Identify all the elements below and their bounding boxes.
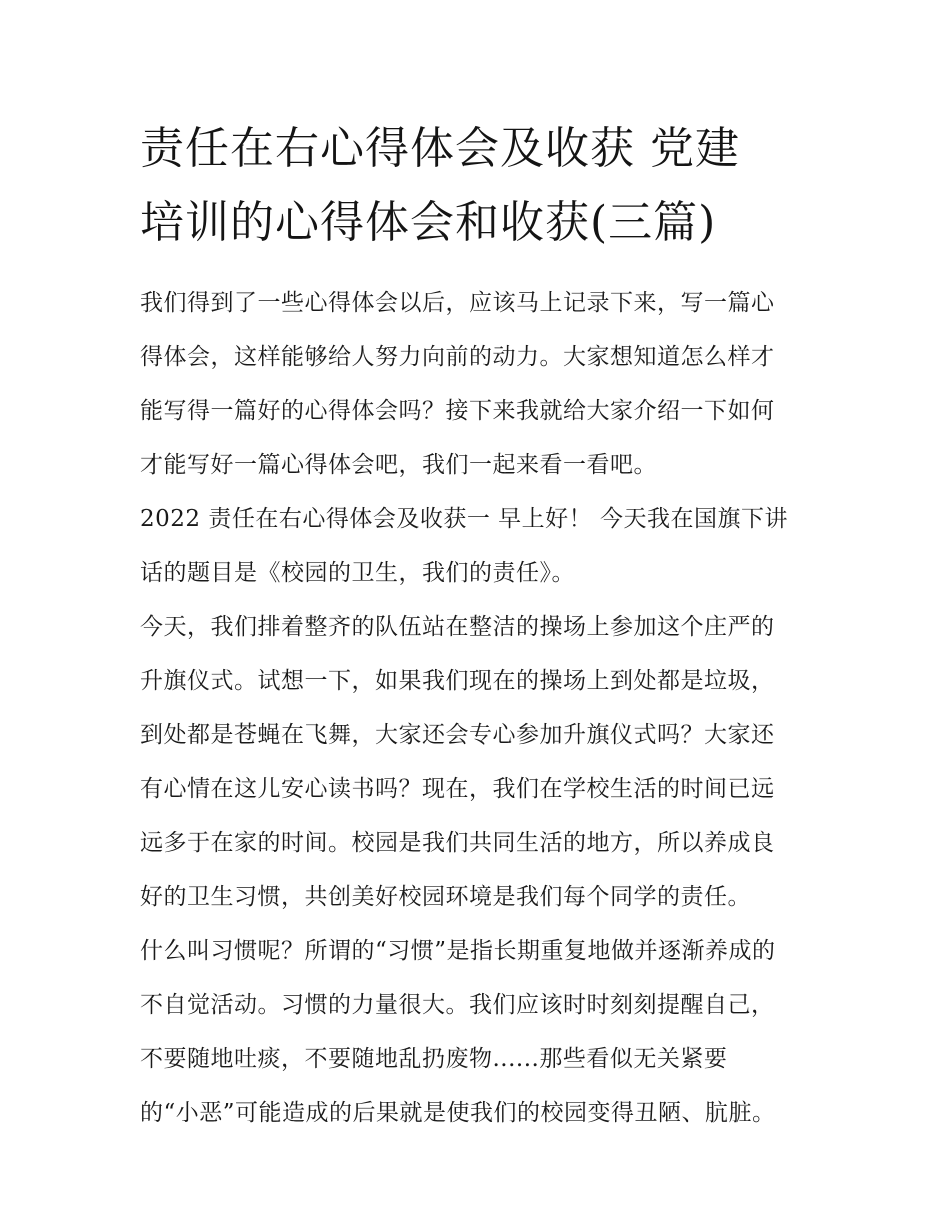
text-line: 到处都是苍蝇在飞舞，大家还会专心参加升旗仪式吗？大家还 xyxy=(140,722,775,748)
title-line: 培训的心得体会和收获(三篇) xyxy=(140,197,717,248)
text-line: 远多于在家的时间。校园是我们共同生活的地方，所以养成良 xyxy=(140,830,775,856)
text-line: 有心情在这儿安心读书吗？现在，我们在学校生活的时间已远 xyxy=(140,776,775,802)
paragraph-greeting xyxy=(140,492,820,600)
text-line: 今天，我们排着整齐的队伍站在整洁的操场上参加这个庄严的 xyxy=(140,614,775,640)
text-line: 不要随地吐痰，不要随地乱扔废物......那些看似无关紧要 xyxy=(140,1046,728,1072)
text-line: 好的卫生习惯，共创美好校园环境是我们每个同学的责任。 xyxy=(140,884,751,910)
title-line: 责任在右心得体会及收获 党建 xyxy=(140,123,740,174)
paragraph-flag-ceremony xyxy=(140,600,820,924)
text-line: 话的题目是《校园的卫生，我们的责任》。 xyxy=(140,560,575,586)
text-line: 的“小恶”可能造成的后果就是使我们的校园变得丑陋、肮脏。 xyxy=(140,1100,776,1126)
text-line: 升旗仪式。试想一下，如果我们现在的操场上到处都是垃圾， xyxy=(140,668,775,694)
text-line: 不自觉活动。习惯的力量很大。我们应该时时刻刻提醒自己， xyxy=(140,992,775,1018)
text-line: 2022 责任在右心得体会及收获一 早上好！ 今天我在国旗下讲 xyxy=(140,506,788,532)
document-title xyxy=(140,112,820,260)
text-line: 什么叫习惯呢？所谓的“习惯”是指长期重复地做并逐渐养成的 xyxy=(140,938,776,964)
paragraph-intro xyxy=(140,276,820,492)
text-line: 能写得一篇好的心得体会吗？接下来我就给大家介绍一下如何 xyxy=(140,398,775,424)
text-line: 才能写好一篇心得体会吧，我们一起来看一看吧。 xyxy=(140,452,657,478)
paragraph-habits xyxy=(140,924,820,1140)
text-line: 我们得到了一些心得体会以后，应该马上记录下来，写一篇心 xyxy=(140,290,775,316)
document-body xyxy=(140,276,820,1140)
text-line: 得体会，这样能够给人努力向前的动力。大家想知道怎么样才 xyxy=(140,344,775,370)
